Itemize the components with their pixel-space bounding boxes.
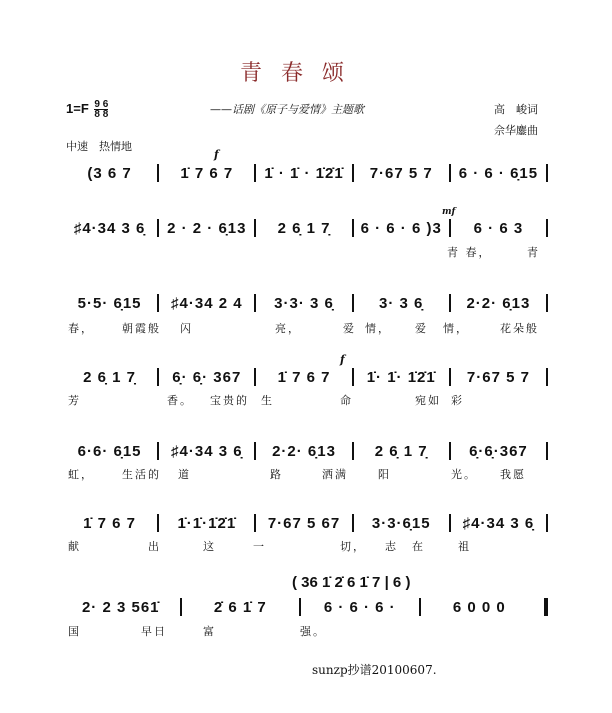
lyric: 这: [203, 540, 216, 553]
measure: 3· 3 6̣: [379, 294, 424, 312]
bar-line: [546, 294, 548, 312]
time-signature-top: 9 6: [94, 99, 109, 110]
measure: 6̣· 6̣· 367: [172, 368, 242, 386]
measure: 2 · 2 · 6̣13: [167, 219, 247, 237]
dynamic-mezzo-forte: mf: [442, 207, 456, 217]
lyric: 青: [527, 246, 540, 259]
time-signature: [94, 100, 108, 119]
measure: ♯4·34 3 6̣: [171, 442, 243, 460]
lyric: 富: [203, 625, 216, 638]
ending-instrumental-line: ( 36 1̇ 2̇ 6 1̇ 7 | 6 ): [292, 574, 411, 591]
measure: 1̇ 7 6 7: [180, 164, 234, 182]
measure: 6 0 0 0: [452, 598, 506, 616]
measure: 1̇·1̇·1̇2̇1̇: [177, 514, 237, 532]
final-bar-line: [544, 598, 548, 616]
lyric: 志: [385, 540, 398, 553]
staff-line: [62, 513, 548, 533]
measure: 1̇ 7 6 7: [83, 514, 137, 532]
measure: 6 · 6 · 6 ·: [323, 598, 396, 616]
measure: 1̇ · 1̇ · 1̇2̇1̇: [264, 164, 344, 182]
staff-line: [62, 218, 548, 238]
measure: 6·6· 6̣15: [77, 442, 142, 460]
measure: 2̇ 6 1̇ 7: [213, 598, 267, 616]
time-signature-bottom: 8 8: [94, 109, 109, 120]
bar-line: [546, 442, 548, 460]
lyric: 祖: [458, 540, 471, 553]
measure: ♯4·34 3 6̣: [462, 514, 535, 532]
lyric: 生活的: [122, 468, 161, 481]
lyric: 爱: [343, 322, 356, 335]
lyric: 情，: [443, 322, 469, 335]
lyric: 亮，: [275, 322, 301, 335]
lyric: 光。: [451, 468, 477, 481]
measure: 3·3· 3 6̣: [274, 294, 334, 312]
transcriber-note: sunzp抄谱20100607.: [312, 663, 437, 677]
lyric: 闪: [180, 322, 193, 335]
staff-line: [62, 367, 548, 387]
measure: 1̇· 1̇· 1̇2̇1̇: [366, 368, 436, 386]
staff-line: [62, 293, 548, 313]
bar-line: [546, 368, 548, 386]
lyric: 香。: [167, 394, 193, 407]
lyric: 虹，: [68, 468, 94, 481]
lyric: 生: [261, 394, 274, 407]
key-label: 1=F: [66, 100, 89, 116]
lyric: 芳: [68, 394, 81, 407]
lyric: 宝贵的: [210, 394, 249, 407]
measure: 2 6̣ 1 7̣: [83, 368, 137, 386]
bar-line: [546, 164, 548, 182]
staff-line: [62, 441, 548, 461]
measure: 2 6̣ 1 7̣: [277, 219, 331, 237]
lyric: 花朵般: [500, 322, 539, 335]
composer: 佘华鏖曲: [494, 124, 538, 137]
lyric: 青 春，: [447, 246, 492, 259]
bar-line: [546, 514, 548, 532]
lyric: 阳: [378, 468, 391, 481]
measure: 2·2· 6̣13: [272, 442, 336, 460]
dynamic-forte: f: [214, 148, 219, 161]
measure: 6 · 6 · 6 )3: [360, 219, 442, 237]
measure: ♯4·34 2 4: [171, 294, 243, 312]
measure: (3 6 7: [87, 164, 132, 182]
key-signature: [66, 100, 108, 119]
lyric: 强。: [300, 625, 326, 638]
measure: 3·3·6̣15: [371, 514, 431, 532]
lyric: 情，: [365, 322, 391, 335]
measure: 2·2· 6̣13: [466, 294, 531, 312]
measure: 1̇ 7 6 7: [277, 368, 331, 386]
staff-line: [62, 163, 548, 183]
dynamic-forte: f: [340, 353, 345, 366]
lyric: 出: [148, 540, 161, 553]
measure: 6 · 6 3: [473, 219, 524, 237]
measure: ♯4·34 3 6̣: [73, 219, 146, 237]
lyric: 在: [412, 540, 425, 553]
measure: 5·5· 6̣15: [77, 294, 142, 312]
lyric: 路: [270, 468, 283, 481]
measure: 6̣·6̣·367: [469, 442, 528, 460]
lyric: 命: [340, 394, 353, 407]
lyric: 春，: [68, 322, 94, 335]
bar-line: [546, 219, 548, 237]
lyric: 一: [253, 540, 266, 553]
staff-line: [62, 597, 548, 617]
measure: 7·67 5 7: [369, 164, 433, 182]
lyric: 献: [68, 540, 81, 553]
measure: 2 6̣ 1 7̣: [374, 442, 428, 460]
tempo-marking: 中速 热情地: [66, 140, 132, 153]
measure: 2· 2 3 561̇: [81, 598, 160, 616]
measure: 7·67 5 67: [267, 514, 341, 532]
measure: 6 · 6 · 6̣15: [458, 164, 539, 182]
lyric: 道: [178, 468, 191, 481]
lyric: 宛如: [415, 394, 441, 407]
lyric: 朝霞般: [122, 322, 161, 335]
lyricist: 高 峻词: [494, 103, 538, 116]
lyric: 我愿: [500, 468, 526, 481]
lyric: 彩: [451, 394, 464, 407]
lyric: 切，: [340, 540, 366, 553]
measure: 7·67 5 7: [466, 368, 530, 386]
song-title: 青 春 颂: [240, 61, 350, 86]
lyric: 早日: [141, 625, 167, 638]
lyric: 国: [68, 625, 81, 638]
subtitle: ——话剧《原子与爱情》主题歌: [210, 103, 364, 116]
lyric: 爱: [415, 322, 428, 335]
lyric: 洒满: [322, 468, 348, 481]
